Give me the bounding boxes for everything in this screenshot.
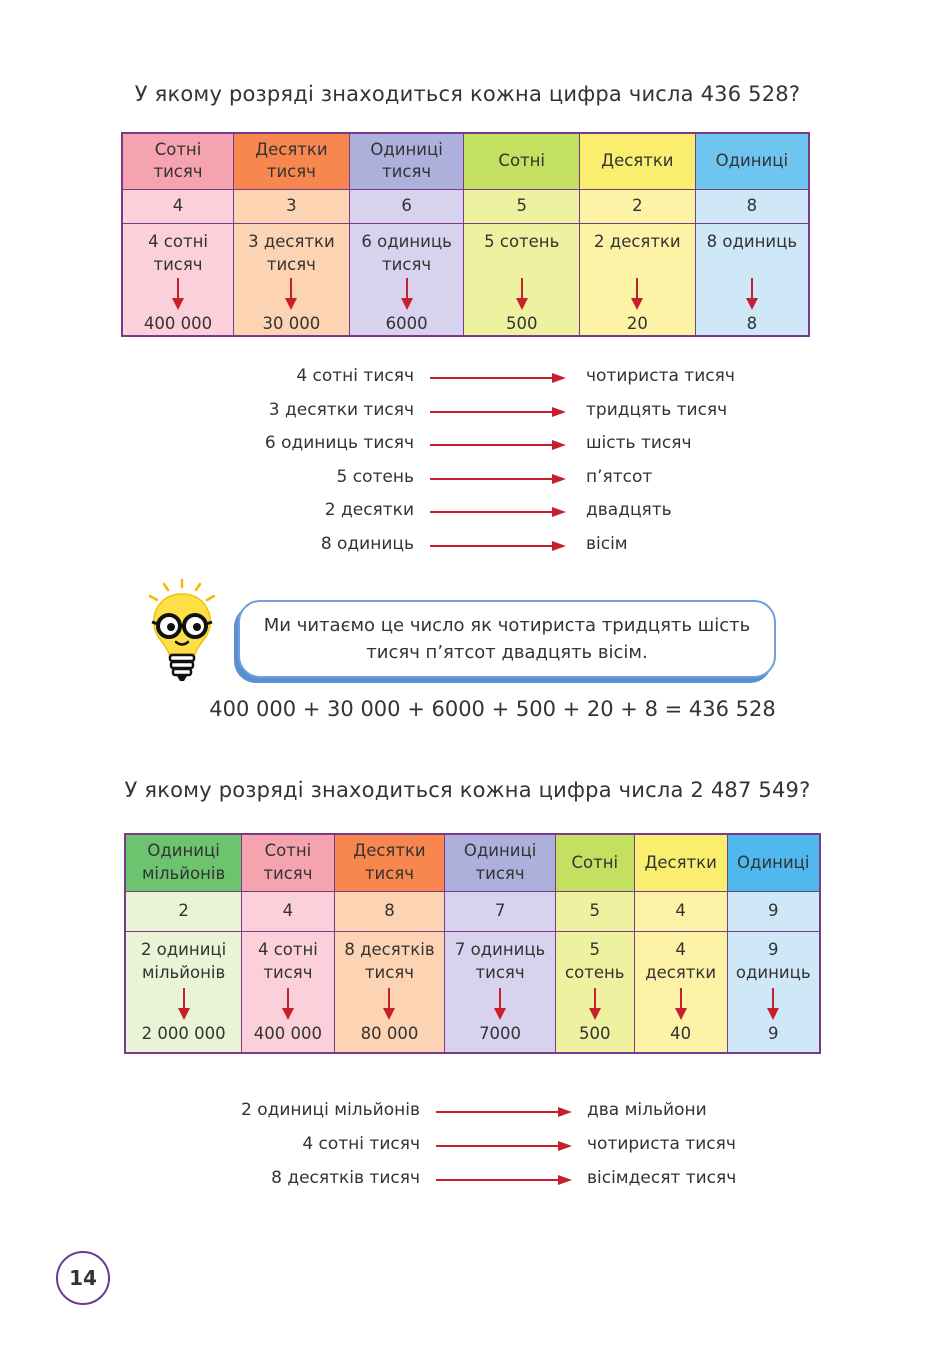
speech-bubble-text: Ми читаємо це число як чотириста тридцять шість тисяч п’ятсот двадцять вісім. [263, 615, 751, 663]
right-arrow-icon [436, 1106, 572, 1118]
place-value: 9 [768, 1023, 779, 1043]
place-value: 400 000 [253, 1023, 323, 1043]
digit-cell: 7 [445, 891, 556, 931]
header-cell: Сотні [464, 133, 580, 189]
digit-cell: 5 [555, 891, 634, 931]
place-value: 500 [579, 1023, 611, 1043]
header-cell: Одиниці тисяч [349, 133, 464, 189]
expansion-cell [634, 931, 727, 1053]
place-description: 3 десятки тисяч [248, 231, 335, 274]
pair-word-text: чотириста тисяч [587, 1134, 736, 1154]
digit-row [125, 891, 820, 931]
pair-place-text: 5 сотень [336, 466, 414, 487]
place-value: 8 [746, 313, 758, 333]
place-value: 7000 [479, 1023, 522, 1043]
place-value: 20 [626, 313, 648, 333]
right-arrow-icon [430, 439, 566, 451]
place-value-table-1 [121, 132, 810, 337]
section1-title: У якому розряді знаходиться кожна цифра числа 436 528? [134, 82, 801, 106]
place-description: 9 одиниць [735, 939, 811, 982]
place-description: 8 одиниць [706, 231, 798, 251]
place-description: 6 одиниць тисяч [361, 231, 452, 274]
place-value: 40 [670, 1023, 692, 1043]
pair-word-text: тридцять тисяч [586, 399, 728, 420]
section2-title: У якому розряді знаходиться кожна цифра числа 2 487 549? [124, 778, 811, 802]
header-cell: Одиниці тисяч [445, 834, 556, 891]
reading-pair [0, 1134, 935, 1158]
expansion-cell [464, 223, 580, 336]
reading-pair [0, 400, 935, 424]
expansion-cell [234, 223, 350, 336]
reading-pair [0, 1100, 935, 1124]
right-arrow-icon [436, 1140, 572, 1152]
header-row [122, 133, 809, 189]
place-description: 8 десятків тисяч [344, 939, 435, 982]
down-arrow-icon [746, 278, 758, 310]
right-arrow-icon [436, 1174, 572, 1186]
expansion-cell [334, 931, 445, 1053]
reading-pair [0, 433, 935, 457]
down-arrow-icon [516, 278, 528, 310]
right-arrow-icon [430, 372, 566, 384]
reading-pair [0, 500, 935, 524]
place-value: 6000 [385, 313, 428, 333]
down-arrow-icon [282, 988, 294, 1020]
digit-cell: 8 [695, 189, 809, 223]
header-cell: Десятки [580, 133, 696, 189]
place-description: 5 сотень [565, 939, 625, 982]
pair-word-text: чотириста тисяч [586, 366, 735, 386]
down-arrow-icon [631, 278, 643, 310]
down-arrow-icon [675, 988, 687, 1020]
place-description: 4 десятки [645, 939, 717, 982]
place-value-table-2 [124, 833, 821, 1054]
header-cell: Одиниці мільйонів [125, 834, 242, 891]
digit-cell: 3 [234, 189, 350, 223]
expansion-cell [580, 223, 696, 336]
header-cell: Сотні тисяч [122, 133, 234, 189]
expansion-cell [695, 223, 809, 336]
digit-row [122, 189, 809, 223]
place-description: 4 сотні тисяч [257, 939, 318, 982]
expansion-cell [122, 223, 234, 336]
down-arrow-icon [767, 988, 779, 1020]
pair-place-text: 2 десятки [324, 500, 414, 521]
expansion-cell [125, 931, 242, 1053]
header-row [125, 834, 820, 891]
header-cell: Сотні тисяч [242, 834, 335, 891]
expansion-row [125, 931, 820, 1053]
reading-pair [0, 1168, 935, 1192]
expansion-cell [242, 931, 335, 1053]
expansion-cell [445, 931, 556, 1053]
pair-word-text: вісімдесят тисяч [587, 1168, 737, 1188]
digit-cell: 4 [242, 891, 335, 931]
pair-place-text: 8 десятків тисяч [271, 1168, 420, 1188]
pair-word-text: п’ятсот [586, 466, 653, 487]
expanded-equation: 400 000 + 30 000 + 6000 + 500 + 20 + 8 = 436 528 [209, 697, 776, 721]
down-arrow-icon [172, 278, 184, 310]
digit-cell: 4 [122, 189, 234, 223]
reading-pair [0, 366, 935, 390]
place-value: 80 000 [360, 1023, 419, 1043]
place-description: 5 сотень [484, 231, 560, 251]
down-arrow-icon [589, 988, 601, 1020]
place-description: 2 одиниці мільйонів [140, 939, 227, 982]
right-arrow-icon [430, 506, 566, 518]
header-cell: Одиниці [727, 834, 820, 891]
pair-place-text: 2 одиниці мільйонів [240, 1100, 420, 1120]
pair-place-text: 6 одиниць тисяч [264, 433, 414, 454]
right-arrow-icon [430, 540, 566, 552]
expansion-cell [555, 931, 634, 1053]
header-cell: Десятки тисяч [234, 133, 350, 189]
right-arrow-icon [430, 473, 566, 485]
pair-word-text: вісім [586, 534, 628, 554]
digit-cell: 2 [580, 189, 696, 223]
expansion-row [122, 223, 809, 336]
pair-place-text: 4 сотні тисяч [302, 1134, 420, 1154]
down-arrow-icon [494, 988, 506, 1020]
reading-pair [0, 467, 935, 491]
lightbulb-mascot-icon [140, 578, 224, 684]
digit-cell: 6 [349, 189, 464, 223]
pair-place-text: 3 десятки тисяч [268, 399, 414, 420]
header-cell: Сотні [555, 834, 634, 891]
down-arrow-icon [401, 278, 413, 310]
place-description: 7 одиниць тисяч [454, 939, 546, 982]
place-value: 2 000 000 [141, 1023, 226, 1043]
header-cell: Одиниці [695, 133, 809, 189]
place-value: 30 000 [262, 313, 321, 333]
digit-cell: 4 [634, 891, 727, 931]
down-arrow-icon [178, 988, 190, 1020]
pair-word-text: два мільйони [587, 1100, 707, 1120]
down-arrow-icon [383, 988, 395, 1020]
place-description: 4 сотні тисяч [148, 231, 208, 274]
pair-word-text: шість тисяч [586, 433, 692, 454]
digit-cell: 2 [125, 891, 242, 931]
expansion-cell [349, 223, 464, 336]
speech-bubble [238, 600, 776, 678]
pair-place-text: 8 одиниць [320, 534, 414, 554]
header-cell: Десятки [634, 834, 727, 891]
page-number: 14 [56, 1251, 110, 1305]
digit-cell: 9 [727, 891, 820, 931]
place-description: 2 десятки [594, 231, 681, 251]
pair-word-text: двадцять [586, 500, 672, 521]
place-value: 500 [505, 313, 538, 333]
digit-cell: 5 [464, 189, 580, 223]
digit-cell: 8 [334, 891, 445, 931]
header-cell: Десятки тисяч [334, 834, 445, 891]
down-arrow-icon [285, 278, 297, 310]
pair-place-text: 4 сотні тисяч [296, 366, 414, 386]
place-value: 400 000 [143, 313, 213, 333]
reading-pair [0, 534, 935, 558]
expansion-cell [727, 931, 820, 1053]
right-arrow-icon [430, 406, 566, 418]
